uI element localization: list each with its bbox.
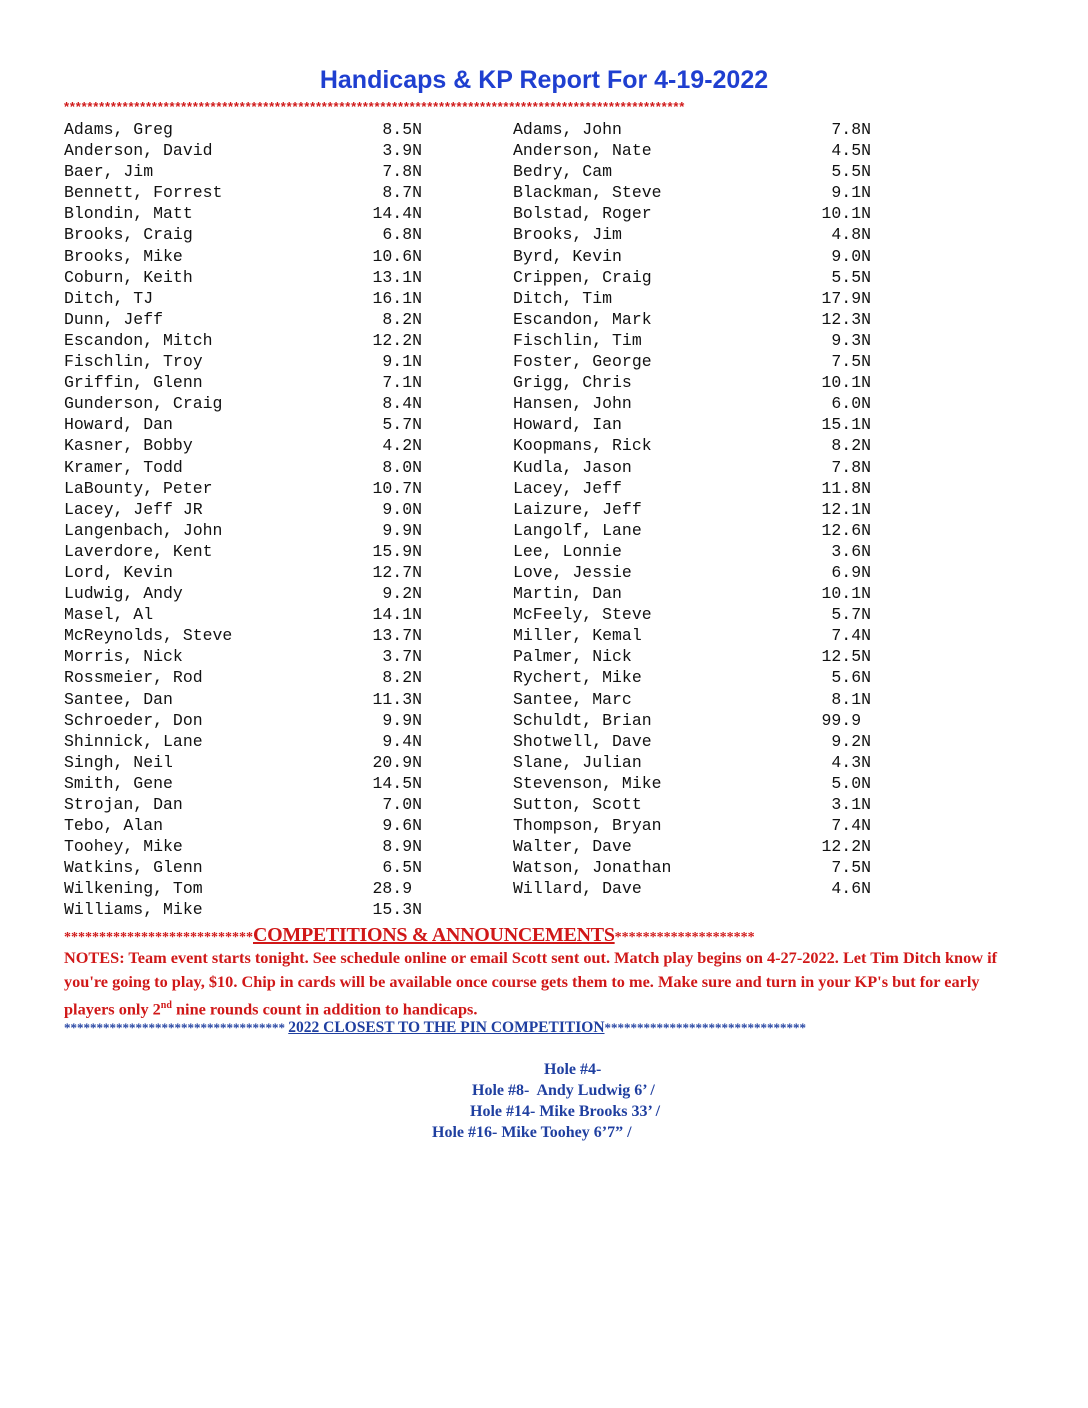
player-name: Tebo, Alan	[64, 816, 164, 836]
ctp-stars-left: **********************************	[64, 1020, 285, 1035]
player-handicap: 10.1N	[821, 373, 871, 393]
roster-row	[64, 541, 904, 562]
roster-row	[64, 794, 904, 815]
player-handicap: 3.6N	[831, 541, 871, 561]
player-name: Howard, Ian	[513, 415, 622, 435]
player-handicap: 8.1N	[831, 689, 871, 709]
player-handicap: 10.1N	[821, 204, 871, 224]
roster-row	[64, 140, 904, 161]
player-name: Watson, Jonathan	[513, 858, 672, 878]
player-handicap: 7.8N	[831, 120, 871, 139]
player-handicap: 12.3N	[821, 309, 871, 329]
player-handicap: 7.4N	[831, 816, 871, 836]
announcements-banner	[64, 924, 1064, 947]
roster-row	[64, 583, 904, 604]
player-name: Smith, Gene	[64, 773, 173, 793]
player-name: Toohey, Mike	[64, 837, 183, 857]
roster-row	[64, 520, 904, 541]
player-handicap: 9.1N	[831, 183, 871, 203]
player-name: Santee, Dan	[64, 689, 173, 709]
player-handicap: 5.7N	[382, 415, 422, 435]
player-name: Martin, Dan	[513, 584, 622, 604]
roster-row	[64, 857, 904, 878]
player-name: Lee, Lonnie	[513, 541, 622, 561]
player-name: Ditch, Tim	[513, 288, 613, 308]
player-handicap: 15.1N	[821, 415, 871, 435]
roster-row	[64, 604, 904, 625]
player-handicap: 9.4N	[382, 731, 422, 751]
ctp-banner	[64, 1019, 1074, 1037]
player-name: Kasner, Bobby	[64, 436, 193, 456]
roster-row	[64, 393, 904, 414]
player-handicap: 14.5N	[372, 773, 422, 793]
ctp-stars-right: *******************************	[604, 1020, 807, 1035]
player-name: Anderson, Nate	[513, 141, 652, 161]
player-handicap: 8.2N	[382, 668, 422, 688]
player-name: Wilkening, Tom	[64, 879, 203, 899]
roster-row	[64, 267, 904, 288]
ctp-hole-8: Hole #8- Andy Ludwig 6’ /	[472, 1082, 655, 1099]
player-name: Hansen, John	[513, 394, 632, 414]
player-name: Griffin, Glenn	[64, 373, 203, 393]
player-handicap: 8.9N	[382, 837, 422, 857]
player-handicap: 11.3N	[372, 689, 422, 709]
player-handicap: 5.7N	[831, 605, 871, 625]
roster-row	[64, 562, 904, 583]
player-handicap: 6.0N	[831, 394, 871, 414]
player-name: LaBounty, Peter	[64, 478, 213, 498]
player-name: Strojan, Dan	[64, 795, 183, 814]
player-handicap: 9.1N	[382, 352, 422, 372]
player-name: Slane, Julian	[513, 752, 642, 772]
player-name: Morris, Nick	[64, 647, 183, 667]
ctp-hole-14: Hole #14- Mike Brooks 33’ /	[470, 1103, 661, 1120]
player-handicap: 12.2N	[372, 330, 422, 350]
roster-row	[64, 689, 904, 710]
player-handicap: 7.8N	[831, 457, 871, 477]
player-handicap: 5.6N	[831, 668, 871, 688]
player-name: Watkins, Glenn	[64, 858, 203, 878]
player-name: Escandon, Mark	[513, 309, 652, 329]
roster-row	[64, 288, 904, 309]
player-name: Laverdore, Kent	[64, 541, 213, 561]
player-name: Singh, Neil	[64, 752, 173, 772]
player-name: Lacey, Jeff JR	[64, 499, 203, 519]
player-handicap: 7.5N	[831, 858, 871, 878]
player-handicap: 5.5N	[831, 267, 871, 287]
player-handicap: 6.8N	[382, 225, 422, 245]
player-handicap: 9.9N	[382, 520, 422, 540]
player-handicap: 7.8N	[382, 162, 422, 182]
player-name: Santee, Marc	[513, 689, 632, 709]
player-handicap: 4.2N	[382, 436, 422, 456]
player-name: Ditch, TJ	[64, 288, 154, 308]
player-name: Langolf, Lane	[513, 520, 642, 540]
player-name: Koopmans, Rick	[513, 436, 652, 456]
player-name: Palmer, Nick	[513, 647, 632, 667]
player-handicap: 8.0N	[382, 457, 422, 477]
ctp-hole-16: Hole #16- Mike Toohey 6’7” /	[432, 1124, 632, 1141]
player-handicap: 7.5N	[831, 352, 871, 372]
banner-stars-right: ********************	[614, 930, 755, 945]
player-name: Ludwig, Andy	[64, 584, 183, 604]
player-name: Brooks, Mike	[64, 246, 183, 266]
player-handicap: 6.5N	[382, 858, 422, 878]
player-handicap: 10.1N	[821, 584, 871, 604]
roster-row	[64, 899, 904, 920]
player-name: Adams, Greg	[64, 120, 173, 139]
player-handicap: 15.9N	[372, 541, 422, 561]
player-name: Stevenson, Mike	[513, 773, 662, 793]
player-name: Rychert, Mike	[513, 668, 642, 688]
roster-row	[64, 773, 904, 794]
player-handicap: 9.6N	[382, 816, 422, 836]
player-handicap: 3.7N	[382, 647, 422, 667]
ctp-heading: 2022 CLOSEST TO THE PIN COMPETITION	[288, 1019, 605, 1036]
player-name: Thompson, Bryan	[513, 816, 662, 836]
player-name: Masel, Al	[64, 605, 154, 625]
player-handicap: 13.7N	[372, 626, 422, 646]
player-handicap: 12.6N	[821, 520, 871, 540]
roster-row	[64, 203, 904, 224]
player-name: Adams, John	[513, 120, 622, 139]
roster-row	[64, 372, 904, 393]
roster-row	[64, 836, 904, 857]
player-handicap: 9.2N	[831, 731, 871, 751]
player-name: Coburn, Keith	[64, 267, 193, 287]
roster-row	[64, 330, 904, 351]
player-name: Love, Jessie	[513, 562, 632, 582]
player-name: Willard, Dave	[513, 879, 642, 899]
star-divider: **********************************************************************************************************	[64, 99, 686, 114]
player-handicap: 4.8N	[831, 225, 871, 245]
roster-row	[64, 667, 904, 688]
roster-row	[64, 435, 904, 456]
player-handicap: 9.0N	[382, 499, 422, 519]
notes-text: NOTES: Team event starts tonight. See schedule online or email Scott sent out. Match play begins on 4-27-2022. Let Tim Ditch know if you're going to play, $10. Chip in cards will be available once course gets them to me. Make sure and turn in your KP's but for early players only 2	[64, 948, 998, 1019]
player-name: McFeely, Steve	[513, 605, 652, 625]
player-name: Foster, George	[513, 352, 652, 372]
player-name: Anderson, David	[64, 141, 213, 161]
player-name: Kudla, Jason	[513, 457, 632, 477]
player-handicap: 5.5N	[831, 162, 871, 182]
player-name: Walter, Dave	[513, 837, 632, 857]
player-name: Schuldt, Brian	[513, 710, 652, 730]
player-name: Escandon, Mitch	[64, 330, 213, 350]
ctp-hole-4: Hole #4-	[544, 1061, 602, 1078]
player-handicap: 3.9N	[382, 141, 422, 161]
player-name: Lord, Kevin	[64, 562, 173, 582]
player-name: Bedry, Cam	[513, 162, 613, 182]
roster-row	[64, 246, 904, 267]
roster-row	[64, 161, 904, 182]
notes-superscript: nd	[160, 1000, 172, 1011]
player-handicap: 11.8N	[821, 478, 871, 498]
player-handicap: 9.2N	[382, 584, 422, 604]
player-name: Blackman, Steve	[513, 183, 662, 203]
handicap-roster	[64, 119, 904, 921]
player-handicap: 99.9	[821, 710, 871, 730]
roster-row	[64, 351, 904, 372]
player-name: Laizure, Jeff	[513, 499, 642, 519]
player-name: Lacey, Jeff	[513, 478, 622, 498]
player-handicap: 16.1N	[372, 288, 422, 308]
player-name: Fischlin, Tim	[513, 330, 642, 350]
player-name: Bennett, Forrest	[64, 183, 223, 203]
player-name: Sutton, Scott	[513, 795, 642, 814]
player-handicap: 8.5N	[382, 120, 422, 139]
announcements-heading: COMPETITIONS & ANNOUNCEMENTS	[253, 924, 615, 946]
roster-row	[64, 309, 904, 330]
player-handicap: 6.9N	[831, 562, 871, 582]
player-name: Bolstad, Roger	[513, 204, 652, 224]
player-handicap: 8.2N	[382, 309, 422, 329]
player-handicap: 17.9N	[821, 288, 871, 308]
player-name: Howard, Dan	[64, 415, 173, 435]
player-handicap: 9.3N	[831, 330, 871, 350]
player-name: Brooks, Jim	[513, 225, 622, 245]
roster-row	[64, 119, 904, 140]
roster-row	[64, 878, 904, 899]
player-handicap: 9.0N	[831, 246, 871, 266]
player-name: Blondin, Matt	[64, 204, 193, 224]
player-handicap: 10.7N	[372, 478, 422, 498]
roster-row	[64, 752, 904, 773]
player-name: Rossmeier, Rod	[64, 668, 203, 688]
player-handicap: 9.9N	[382, 710, 422, 730]
player-handicap: 10.6N	[372, 246, 422, 266]
notes-paragraph	[64, 946, 1024, 1021]
player-handicap: 7.1N	[382, 373, 422, 393]
player-name: Gunderson, Craig	[64, 394, 223, 414]
player-name: Dunn, Jeff	[64, 309, 164, 329]
player-name: Kramer, Todd	[64, 457, 183, 477]
player-name: Shotwell, Dave	[513, 731, 652, 751]
player-name: Miller, Kemal	[513, 626, 642, 646]
player-name: Schroeder, Don	[64, 710, 203, 730]
player-handicap: 12.2N	[821, 837, 871, 857]
player-handicap: 5.0N	[831, 773, 871, 793]
player-name: McReynolds, Steve	[64, 626, 233, 646]
player-handicap: 13.1N	[372, 267, 422, 287]
player-handicap: 12.7N	[372, 562, 422, 582]
player-handicap: 14.1N	[372, 605, 422, 625]
roster-row	[64, 414, 904, 435]
player-name: Brooks, Craig	[64, 225, 193, 245]
player-name: Crippen, Craig	[513, 267, 652, 287]
roster-row	[64, 457, 904, 478]
player-handicap: 20.9N	[372, 752, 422, 772]
roster-row	[64, 625, 904, 646]
player-handicap: 7.4N	[831, 626, 871, 646]
roster-row	[64, 731, 904, 752]
player-name: Langenbach, John	[64, 520, 223, 540]
player-name: Fischlin, Troy	[64, 352, 203, 372]
player-handicap: 8.7N	[382, 183, 422, 203]
player-handicap: 3.1N	[831, 795, 871, 814]
player-handicap: 28.9	[372, 879, 422, 899]
roster-row	[64, 646, 904, 667]
player-name: Byrd, Kevin	[513, 246, 622, 266]
roster-row	[64, 224, 904, 245]
player-name: Williams, Mike	[64, 900, 203, 920]
roster-row	[64, 815, 904, 836]
roster-row	[64, 478, 904, 499]
roster-row	[64, 710, 904, 731]
player-handicap: 15.3N	[372, 900, 422, 920]
report-title: Handicaps & KP Report For 4-19-2022	[319, 66, 769, 94]
player-handicap: 7.0N	[382, 795, 422, 814]
banner-stars-left: ***************************	[64, 930, 253, 945]
player-handicap: 8.2N	[831, 436, 871, 456]
player-name: Grigg, Chris	[513, 373, 632, 393]
notes-text-end: nine rounds count in addition to handicaps.	[171, 999, 478, 1019]
player-handicap: 12.5N	[821, 647, 871, 667]
player-handicap: 4.6N	[831, 879, 871, 899]
roster-row	[64, 499, 904, 520]
player-handicap: 4.3N	[831, 752, 871, 772]
player-name: Shinnick, Lane	[64, 731, 203, 751]
player-handicap: 14.4N	[372, 204, 422, 224]
player-handicap: 4.5N	[831, 141, 871, 161]
player-handicap: 12.1N	[821, 499, 871, 519]
player-name: Baer, Jim	[64, 162, 154, 182]
roster-row	[64, 182, 904, 203]
player-handicap: 8.4N	[382, 394, 422, 414]
